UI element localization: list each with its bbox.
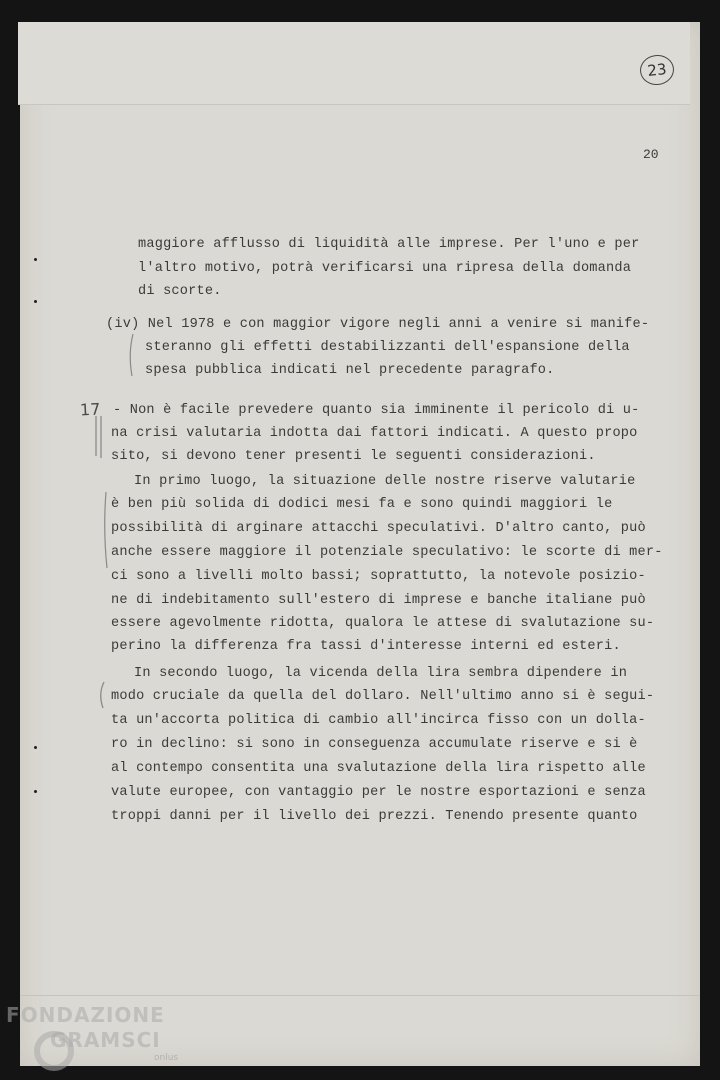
text-line: maggiore afflusso di liquidità alle imprese. Per l'uno e per [138,237,640,252]
text-line: steranno gli effetti destabilizzanti dell'espansione della [145,340,630,355]
text-line: modo cruciale da quella del dollaro. Nell'ultimo anno si è segui- [111,689,655,704]
text-line: valute europee, con vantaggio per le nostre esportazioni e senza [111,785,646,800]
text-line: In primo luogo, la situazione delle nostre riserve valutarie [134,474,636,489]
pencil-double-bar-mark [92,412,108,462]
margin-dot [34,258,37,261]
fondazione-gramsci-watermark: FONDAZIONE GRAMSCI onlus [6,1001,196,1076]
page-top-band [18,22,690,105]
text-line: spesa pubblica indicati nel precedente paragrafo. [145,363,555,378]
text-line: l'altro motivo, potrà verificarsi una ripresa della domanda [138,261,632,276]
text-line: sito, si devono tener presenti le seguenti considerazioni. [111,449,596,464]
text-line: ta un'accorta politica di cambio all'incirca fisso con un dolla- [111,713,646,728]
pencil-bracket-mark [100,490,110,570]
text-line: ci sono a livelli molto bassi; soprattutto, la notevole posizio- [111,569,646,584]
paragraph-number: 17 [79,399,101,420]
text-line: troppi danni per il livello dei prezzi. Tenendo presente quanto [111,809,638,824]
text-line: al contempo consentita una svalutazione della lira rispetto alle [111,761,646,776]
margin-dot [34,300,37,303]
pencil-bracket-mark [97,680,107,710]
margin-dot [34,746,37,749]
text-line: (iv) Nel 1978 e con maggior vigore negli anni a venire si manife- [106,317,650,332]
text-line: na crisi valutaria indotta dai fattori indicati. A questo propo [111,426,638,441]
text-line: di scorte. [138,284,222,299]
archive-stamp: 23 [639,53,676,86]
text-line: ne di indebitamento sull'estero di imprese e banche italiane può [111,593,646,608]
text-line: In secondo luogo, la vicenda della lira sembra dipendere in [134,666,628,681]
text-line: essere agevolmente ridotta, qualora le attese di svalutazione su- [111,616,655,631]
text-line: ro in declino: si sono in conseguenza accumulate riserve e si è [111,737,638,752]
margin-dot [34,790,37,793]
page-fold-line [20,995,700,996]
text-line: anche essere maggiore il potenziale speculativo: le scorte di mer- [111,545,663,560]
text-line: - Non è facile prevedere quanto sia imminente il pericolo di u- [113,403,640,418]
text-line: possibilità di arginare attacchi speculativi. D'altro canto, può [111,521,646,536]
page-number: 20 [643,147,659,162]
document-page [20,22,700,1066]
pencil-bracket-mark [126,332,136,378]
text-line: è ben più solida di dodici mesi fa e sono quindi maggiori le [111,497,613,512]
text-line: perino la differenza fra tassi d'interesse interni ed esteri. [111,639,621,654]
